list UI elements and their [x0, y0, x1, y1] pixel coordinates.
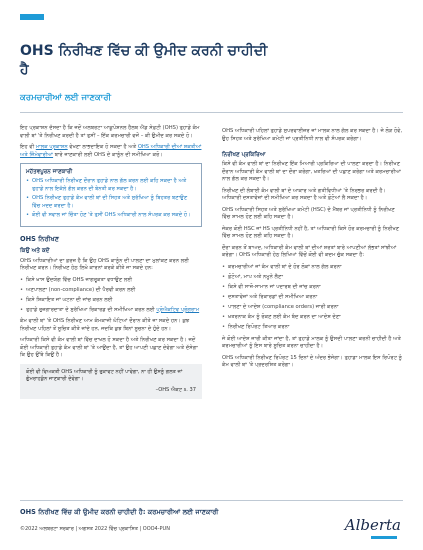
process-paragraph-6: ਜੇ ਕੋਈ ਆਦੇਸ਼ ਜਾਰੀ ਕੀਤਾ ਜਾਂਦਾ ਹੈ, ਤਾਂ ਤੁਹਾਡੇ ਮਾਲਕ ਨੂੰ ਉਸਦੀ ਪਾਲਣਾ ਕਰਨੀ ਚਾਹੀਦੀ ਹੈ ਅਤੇ ਕਰਮਚਾਰੀਆਂ ਨੂੰ ਇਸ ਬਾਰੇ ਸੂਚਿਤ ਕਰਨਾ ਚਾਹੀਦਾ ਹੈ।: [222, 335, 401, 350]
top-note: OHS ਅਧਿਕਾਰੀ ਪਹਿਲਾਂ ਤੁਹਾਡੇ ਸੁਪਰਵਾਈਜ਼ਰ ਜਾਂ ਮਾਲਕ ਨਾਲ ਗੱਲ ਕਰ ਸਕਦਾ ਹੈ। ਜੇ ਲੋੜ ਹੋਵੇ, ਉਹ ਸਿਹਤ ਅਤੇ ਸੁਰੱਖਿਆ ਕਮੇਟੀ ਜਾਂ ਪ੍ਰਤੀਨਿਧੀ ਨਾਲ ਵੀ ਸੰਪਰਕ ਕਰੇਗਾ।: [222, 128, 403, 142]
box-list-item: • OHS ਅਧਿਕਾਰੀ ਨਿਰੀਖਣ ਦੌਰਾਨ ਤੁਹਾਡੇ ਨਾਲ ਗੱਲ ਕਰਨ ਲਈ ਕਹਿ ਸਕਦਾ ਹੈ ਅਤੇ ਤੁਹਾਡੇ ਨਾਲ ਇਕੱਲੇ ਗੱਲ ਕਰਨ ਦੀ ਬੇਨਤੀ ਕਰ ਸਕਦਾ ਹੈ।: [26, 178, 196, 193]
section-heading: OHS ਨਿਰੀਖਣ: [20, 234, 59, 243]
entry-paragraph: ਅਧਿਕਾਰੀ ਕਿਸੇ ਵੀ ਕੰਮ ਵਾਲੀ ਥਾਂ ਵਿੱਚ ਦਾਖਲ ਹੋ ਸਕਦਾ ਹੈ ਅਤੇ ਨਿਰੀਖਣ ਕਰ ਸਕਦਾ ਹੈ। ਜਦੋਂ ਕੋਈ ਅਧਿਕਾਰੀ ਤੁਹਾਡੇ ਕੰਮ ਵਾਲੀ ਥਾਂ 'ਤੇ ਆਉਂਦਾ ਹੈ, ਤਾਂ ਉਹ ਆਪਣੀ ਪਛਾਣ ਦੇਵੇਗਾ ਅਤੇ ਦੱਸੇਗਾ ਕਿ ਉਹ ਉੱਥੇ ਕਿਉਂ ਹੈ।: [20, 337, 198, 359]
list-item-text: ਤੁਹਾਡੇ ਰੁਜ਼ਗਾਰਦਾਤਾ ਦੇ ਸੁਰੱਖਿਆ ਰਿਕਾਰਡ ਦੀ ਸਮੀਖਿਆ ਕਰਨ ਲਈ: [26, 306, 155, 313]
box-list-item: • ਕੋਈ ਵੀ ਸਵਾਲ ਜਾਂ ਚਿੰਤਾ ਹੋਣ 'ਤੇ ਤੁਸੀਂ OHS ਅਧਿਕਾਰੀ ਨਾਲ ਸੰਪਰਕ ਕਰ ਸਕਦੇ ਹੋ।: [26, 212, 196, 220]
see-also-mid: ਵੇਖਣਾ ਲਾਭਦਾਇਕ ਹੋ ਸਕਦਾ ਹੈ ਅਤੇ: [67, 144, 138, 151]
process-paragraph-7: OHS ਅਧਿਕਾਰੀ ਨਿਰੀਖਣ ਰਿਪੋਰਟ 15 ਦਿਨਾਂ ਦੇ ਅੰਦਰ ਭੇਜੇਗਾ। ਤੁਹਾਡਾ ਮਾਲਕ ਇਸ ਰਿਪੋਰਟ ਨੂੰ ਕੰਮ ਵਾਲੀ ਥਾਂ 'ਤੇ ਪ੍ਰਦਰਸ਼ਿਤ ਕਰੇਗਾ।: [222, 354, 403, 369]
list-item: • ਨਿਰੀਖਣ ਰਿਪੋਰਟ ਤਿਆਰ ਕਰਨਾ: [222, 324, 404, 332]
inspection-paragraph: OHS ਅਧਿਕਾਰੀਆਂ ਦਾ ਫ਼ਰਜ਼ ਹੈ ਕਿ ਉਹ OHS ਕਾਨੂੰਨ ਦੀ ਪਾਲਣਾ ਦਾ ਮੁਲਾਂਕਣ ਕਰਨ ਲਈ ਨਿਰੀਖਣ ਕਰਨ। ਨਿਰੀਖਣ ਹੇਠ ਲਿਖੇ ਕਾਰਨਾਂ ਕਰਕੇ ਕੀਤੇ ਜਾ ਸਕਦੇ ਹਨ:: [20, 257, 190, 272]
right-column: [222, 128, 404, 374]
hours-paragraph: ਕੰਮ ਵਾਲੀ ਥਾਂ 'ਤੇ OHS ਨਿਰੀਖਣ ਆਮ ਕੰਮਕਾਜੀ ਘੰਟਿਆਂ ਦੌਰਾਨ ਕੀਤੇ ਜਾ ਸਕਦੇ ਹਨ। ਕੁਝ ਨਿਰੀਖਣ ਪਹਿਲਾਂ ਤੋਂ ਸੂਚਿਤ ਕੀਤੇ ਜਾਂਦੇ ਹਨ, ਜਦਕਿ ਕੁਝ ਬਿਨਾਂ ਸੂਚਨਾ ਦੇ ਹੁੰਦੇ ਹਨ।: [20, 318, 190, 332]
alberta-logo: Alberta: [344, 516, 401, 534]
important-info-box: [20, 163, 202, 227]
page-subtitle: ਕਰਮਚਾਰੀਆਂ ਲਈ ਜਾਣਕਾਰੀ: [20, 93, 112, 103]
left-column: [20, 125, 202, 399]
box-list: [26, 178, 196, 220]
see-also-paragraph: [20, 144, 202, 159]
list-item: • ਪਾਲਣਾ ਦੇ ਆਦੇਸ਼ (compliance orders) ਜਾਰੀ ਕਰਨਾ: [222, 304, 404, 312]
employer-publication-link[interactable]: ਮਾਲਕ ਪ੍ਰਕਾਸ਼ਨ: [35, 144, 68, 151]
sub-heading: ਕਿਉਂ ਅਤੇ ਕਦੋਂ: [20, 248, 50, 255]
footer-title: OHS ਨਿਰੀਖਣ ਵਿੱਚ ਕੀ ਉਮੀਦ ਕਰਨੀ ਚਾਹੀਦੀ ਹੈ: ਕਰਮਚਾਰੀਆਂ ਲਈ ਜਾਣਕਾਰੀ: [20, 508, 219, 516]
list-item: • ਕਿਸੇ ਖ਼ਾਸ ਉਦਯੋਗ ਵਿੱਚ OHS ਜਾਗਰੂਕਤਾ ਵਧਾਉਣ ਲਈ: [20, 277, 202, 285]
list-item: • ਅਣਪਾਲਣਾ (non-compliance) ਦੀ ਪੈਰਵੀ ਕਰਨ ਲਈ: [20, 287, 202, 295]
list-item: • ਕਰਮਚਾਰੀਆਂ ਜਾਂ ਕੰਮ ਵਾਲੀ ਥਾਂ ਦੇ ਹੋਰ ਲੋਕਾਂ ਨਾਲ ਗੱਲ ਕਰਨਾ: [222, 264, 404, 272]
quote-text: ਕੋਈ ਵੀ ਵਿਅਕਤੀ OHS ਅਧਿਕਾਰੀ ਨੂੰ ਰੁਕਾਵਟ ਨਹੀਂ ਪਾਵੇਗਾ, ਨਾ ਹੀ ਉਸਨੂੰ ਗਲਤ ਜਾਂ ਗੁੰਮਰਾਹਕੁੰਨ ਜਾਣਕਾਰੀ ਦੇਵੇਗਾ।: [26, 368, 183, 383]
page-title: OHS ਨਿਰੀਖਣ ਵਿੱਚ ਕੀ ਉਮੀਦ ਕਰਨੀ ਚਾਹੀਦੀ ਹੈ: [20, 43, 268, 78]
list-item: • ਖ਼ਤਰਨਾਕ ਕੰਮ ਨੂੰ ਰੋਕਣ ਲਈ ਕੰਮ ਬੰਦ ਕਰਨ ਦਾ ਆਦੇਸ਼ ਦੇਣਾ: [222, 314, 404, 322]
process-paragraph-5: ਦੌਰਾ ਕਰਨ ਤੋਂ ਬਾਅਦ, ਅਧਿਕਾਰੀ ਕੰਮ ਵਾਲੀ ਥਾਂ ਦੀਆਂ ਸ਼ਰਤਾਂ ਬਾਰੇ ਆਪਣੀਆਂ ਲੱਭਤਾਂ ਸਾਂਝੀਆਂ ਕਰੇਗਾ। OHS ਅਧਿਕਾਰੀ ਹੇਠ ਲਿਖਿਆਂ ਵਿੱਚੋਂ ਕੋਈ ਵੀ ਕਦਮ ਚੁੱਕ ਸਕਦਾ ਹੈ:: [222, 244, 397, 259]
process-paragraph-4: ਜੇਕਰ ਕੋਈ HSC ਜਾਂ HS ਪ੍ਰਤੀਨਿਧੀ ਨਹੀਂ ਹੈ, ਤਾਂ ਅਧਿਕਾਰੀ ਕਿਸੇ ਹੋਰ ਕਰਮਚਾਰੀ ਨੂੰ ਨਿਰੀਖਣ ਵਿੱਚ ਸ਼ਾਮਲ ਹੋਣ ਲਈ ਕਹਿ ਸਕਦਾ ਹੈ।: [222, 225, 400, 240]
see-also-suffix: ਬਾਰੇ ਜਾਣਕਾਰੀ ਲਈ OHS ਦੇ ਕਾਨੂੰਨ ਦੀ ਸਮੀਖਿਆ ਕਰੋ।: [53, 151, 163, 158]
list-item: [20, 307, 202, 315]
footer-meta: ©2022 ਅਲਬਰਟਾ ਸਰਕਾਰ | ਅਗਸਤ 2022 ਵਿੱਚ ਪ੍ਰਕਾਸ਼ਿਤ | OOO4-PUN: [20, 526, 170, 532]
quote-box: [20, 364, 202, 399]
list-item: • ਫ਼ੋਟੋਆਂ, ਮਾਪ ਅਤੇ ਨਮੂਨੇ ਲੈਣਾ: [222, 274, 404, 282]
box-title: ਮਹੱਤਵਪੂਰਨ ਜਾਣਕਾਰੀ: [26, 169, 73, 176]
header-divider: [20, 112, 403, 113]
actions-list: [222, 264, 404, 332]
footer-divider: [20, 500, 403, 501]
process-paragraph-1: ਕਿਸੇ ਵੀ ਕੰਮ ਵਾਲੀ ਥਾਂ ਦਾ ਨਿਰੀਖਣ ਇੱਕ ਮਿਆਰੀ ਪ੍ਰਕਿਰਿਆ ਦੀ ਪਾਲਣਾ ਕਰਦਾ ਹੈ। ਨਿਰੀਖਣ ਦੌਰਾਨ ਅਧਿਕਾਰੀ ਕੰਮ ਵਾਲੀ ਥਾਂ ਦਾ ਦੌਰਾ ਕਰੇਗਾ, ਖ਼ਤਰਿਆਂ ਦੀ ਪਛਾਣ ਕਰੇਗਾ ਅਤੇ ਕਰਮਚਾਰੀਆਂ ਨਾਲ ਗੱਲ ਕਰ ਸਕਦਾ ਹੈ।: [222, 161, 402, 183]
accent-bar: [20, 14, 44, 20]
officer-powers-link[interactable]: OHS ਅਧਿਕਾਰੀ ਦੀਆਂ ਸ਼ਕਤੀਆਂ ਅਤੇ ਜ਼ਿੰਮੇਵਾਰੀਆਂ: [20, 144, 202, 158]
proactive-program-link[interactable]: ਪ੍ਰੋਐਕਟਿਵ ਪ੍ਰੋਗਰਾਮ: [156, 306, 200, 313]
process-paragraph-2: ਨਿਰੀਖਣ ਦੀ ਲੰਬਾਈ ਕੰਮ ਵਾਲੀ ਥਾਂ ਦੇ ਆਕਾਰ ਅਤੇ ਗਤੀਵਿਧੀਆਂ 'ਤੇ ਨਿਰਭਰ ਕਰਦੀ ਹੈ। ਅਧਿਕਾਰੀ ਦਸਤਾਵੇਜ਼ਾਂ ਦੀ ਸਮੀਖਿਆ ਕਰ ਸਕਦਾ ਹੈ ਅਤੇ ਫ਼ੋਟੋਆਂ ਲੈ ਸਕਦਾ ਹੈ।: [222, 187, 387, 202]
quote-citation: –OHS ਐਕਟ s. 37: [155, 386, 196, 393]
process-heading: ਨਿਰੀਖਣ ਪ੍ਰਕਿਰਿਆ: [222, 152, 266, 159]
list-item: • ਕਿਸੇ ਸ਼ਿਕਾਇਤ ਜਾਂ ਘਟਨਾ ਦੀ ਜਾਂਚ ਕਰਨ ਲਈ: [20, 297, 202, 305]
see-also-prefix: ਇਹ ਵੀ: [20, 144, 36, 151]
list-item: • ਕਿਸੇ ਵੀ ਸਾਜ਼ੋ-ਸਾਮਾਨ ਜਾਂ ਪਦਾਰਥ ਦੀ ਜਾਂਚ ਕਰਨਾ: [222, 284, 404, 292]
logo-accent-line: [371, 536, 397, 539]
box-list-item: • OHS ਨਿਰੀਖਣ ਤੁਹਾਡੇ ਕੰਮ ਵਾਲੀ ਥਾਂ ਦੀ ਸਿਹਤ ਅਤੇ ਸੁਰੱਖਿਆ ਨੂੰ ਬਿਹਤਰ ਬਣਾਉਣ ਵਿੱਚ ਮਦਦ ਕਰਦਾ ਹੈ।: [26, 195, 196, 210]
intro-paragraph: ਇਹ ਪ੍ਰਕਾਸ਼ਨ ਦੱਸਦਾ ਹੈ ਕਿ ਜਦੋਂ ਅਲਬਰਟਾ ਆਕੂਪੇਸ਼ਨਲ ਹੈਲਥ ਐਂਡ ਸੇਫ਼ਟੀ (OHS) ਤੁਹਾਡੇ ਕੰਮ ਵਾਲੀ ਥਾਂ 'ਤੇ ਨਿਰੀਖਣ ਕਰਦੀ ਹੈ ਤਾਂ ਤੁਸੀਂ – ਇੱਕ ਕਰਮਚਾਰੀ ਵਜੋਂ – ਕੀ ਉਮੀਦ ਕਰ ਸਕਦੇ ਹੋ।: [20, 125, 200, 139]
process-paragraph-3: OHS ਅਧਿਕਾਰੀ ਸਿਹਤ ਅਤੇ ਸੁਰੱਖਿਆ ਕਮੇਟੀ (HSC) ਦੇ ਮੈਂਬਰ ਜਾਂ ਪ੍ਰਤੀਨਿਧੀ ਨੂੰ ਨਿਰੀਖਣ ਵਿੱਚ ਸ਼ਾਮਲ ਹੋਣ ਲਈ ਕਹਿ ਸਕਦਾ ਹੈ।: [222, 206, 395, 221]
list-item: • ਦਸਤਾਵੇਜ਼ਾਂ ਅਤੇ ਰਿਕਾਰਡਾਂ ਦੀ ਸਮੀਖਿਆ ਕਰਨਾ: [222, 294, 404, 302]
reasons-list: [20, 277, 202, 315]
